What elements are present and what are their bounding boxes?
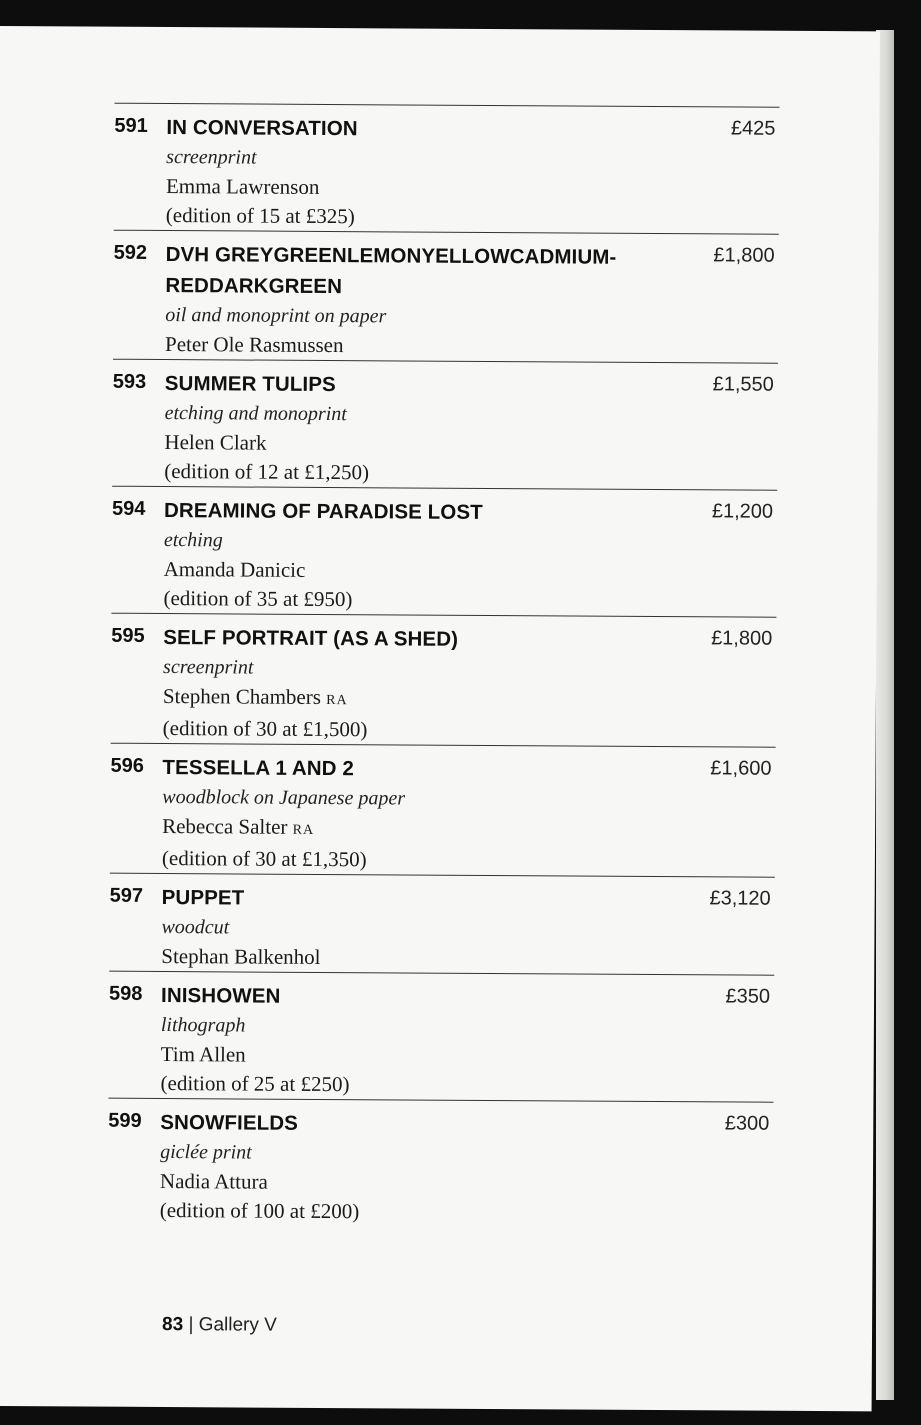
entry-title: SUMMER TULIPS bbox=[164, 372, 336, 397]
entry-edition: (edition of 25 at £250) bbox=[160, 1071, 350, 1097]
entry-artist bbox=[163, 682, 656, 717]
entry-title: TESSELLA 1 AND 2 bbox=[162, 756, 354, 781]
entry-edition: (edition of 12 at £1,250) bbox=[164, 459, 370, 485]
entry-medium: woodcut bbox=[161, 916, 230, 939]
entry-medium: woodblock on Japanese paper bbox=[162, 786, 406, 810]
entry-artist bbox=[160, 1167, 653, 1199]
entry-price: £1,200 bbox=[711, 500, 774, 523]
entry-artist bbox=[164, 555, 657, 587]
artist-name: Nadia Attura bbox=[159, 1168, 268, 1194]
catalogue-entry bbox=[108, 1098, 774, 1229]
entry-price: £1,800 bbox=[711, 627, 773, 650]
entry-title: IN CONVERSATION bbox=[166, 116, 358, 141]
catalogue-entry bbox=[113, 230, 779, 363]
entry-medium: screenprint bbox=[166, 146, 257, 169]
entry-title: PUPPET bbox=[161, 886, 245, 910]
catalogue-entry bbox=[109, 873, 775, 975]
entry-medium: etching bbox=[163, 529, 223, 552]
artist-name: Rebecca Salter bbox=[162, 814, 288, 839]
artist-name: Peter Ole Rasmussen bbox=[164, 332, 344, 358]
catalogue-entry bbox=[108, 971, 774, 1102]
entry-medium: lithograph bbox=[160, 1014, 246, 1037]
section-name: Gallery V bbox=[198, 1314, 277, 1336]
academician-suffix: RA bbox=[326, 693, 348, 709]
entry-price: £300 bbox=[724, 1112, 770, 1135]
catalogue-entry bbox=[112, 359, 778, 490]
entry-number: 599 bbox=[108, 1109, 142, 1132]
entry-edition: (edition of 30 at £1,500) bbox=[162, 716, 368, 742]
entry-artist bbox=[161, 942, 654, 974]
footer-separator: | bbox=[188, 1314, 194, 1336]
entry-number: 593 bbox=[112, 370, 147, 393]
entry-price: £425 bbox=[730, 117, 776, 140]
entry-artist bbox=[164, 428, 657, 460]
academician-suffix: RA bbox=[292, 822, 315, 838]
entry-title: SNOWFIELDS bbox=[160, 1110, 299, 1135]
entry-number: 591 bbox=[114, 114, 148, 137]
entry-title: INISHOWEN bbox=[161, 984, 281, 1008]
catalogue-entry bbox=[110, 743, 776, 877]
entry-title: SELF PORTRAIT (AS A SHED) bbox=[163, 626, 459, 651]
entry-medium: oil and monoprint on paper bbox=[165, 304, 387, 328]
catalogue-entry bbox=[111, 613, 777, 747]
entry-artist bbox=[161, 1040, 654, 1072]
page-number: 83 bbox=[162, 1314, 184, 1336]
entry-medium: giclée print bbox=[160, 1140, 252, 1164]
entry-price: £350 bbox=[725, 985, 771, 1008]
entry-number: 598 bbox=[109, 982, 143, 1005]
entry-edition: (edition of 100 at £200) bbox=[159, 1197, 360, 1224]
artist-name: Amanda Danicic bbox=[163, 557, 306, 582]
page-footer bbox=[162, 1314, 277, 1337]
catalogue-page bbox=[0, 26, 880, 1411]
entry-price: £3,120 bbox=[709, 887, 771, 910]
catalogue-entry bbox=[114, 103, 780, 234]
entry-medium: etching and monoprint bbox=[164, 402, 347, 426]
entry-number: 596 bbox=[110, 754, 144, 777]
entry-price: £1,800 bbox=[713, 244, 775, 267]
entry-number: 597 bbox=[109, 884, 144, 907]
entry-edition: (edition of 30 at £1,350) bbox=[161, 846, 367, 872]
entry-title: DREAMING OF PARADISE LOST bbox=[163, 499, 483, 524]
entry-number: 594 bbox=[111, 497, 146, 520]
entry-price: £1,550 bbox=[712, 373, 774, 396]
entry-price: £1,600 bbox=[710, 757, 772, 780]
entry-number: 595 bbox=[111, 624, 145, 647]
entry-title: DVH GREYGREENLEMONYELLOWCADMIUM-REDDARKGREEN bbox=[165, 243, 617, 299]
catalogue-entry bbox=[111, 486, 777, 617]
artist-name: Emma Lawrenson bbox=[165, 174, 320, 199]
entry-list bbox=[108, 103, 780, 1229]
artist-name: Tim Allen bbox=[160, 1042, 246, 1067]
entry-edition: (edition of 35 at £950) bbox=[163, 586, 353, 612]
entry-artist bbox=[166, 172, 659, 204]
artist-name: Stephen Chambers bbox=[162, 684, 322, 709]
artist-name: Helen Clark bbox=[164, 430, 267, 455]
entry-medium: screenprint bbox=[163, 656, 254, 679]
entry-edition: (edition of 15 at £325) bbox=[165, 203, 355, 229]
entry-number: 592 bbox=[113, 241, 148, 264]
entry-artist bbox=[162, 812, 655, 847]
artist-name: Stephan Balkenhol bbox=[161, 944, 321, 969]
entry-artist bbox=[165, 330, 658, 362]
